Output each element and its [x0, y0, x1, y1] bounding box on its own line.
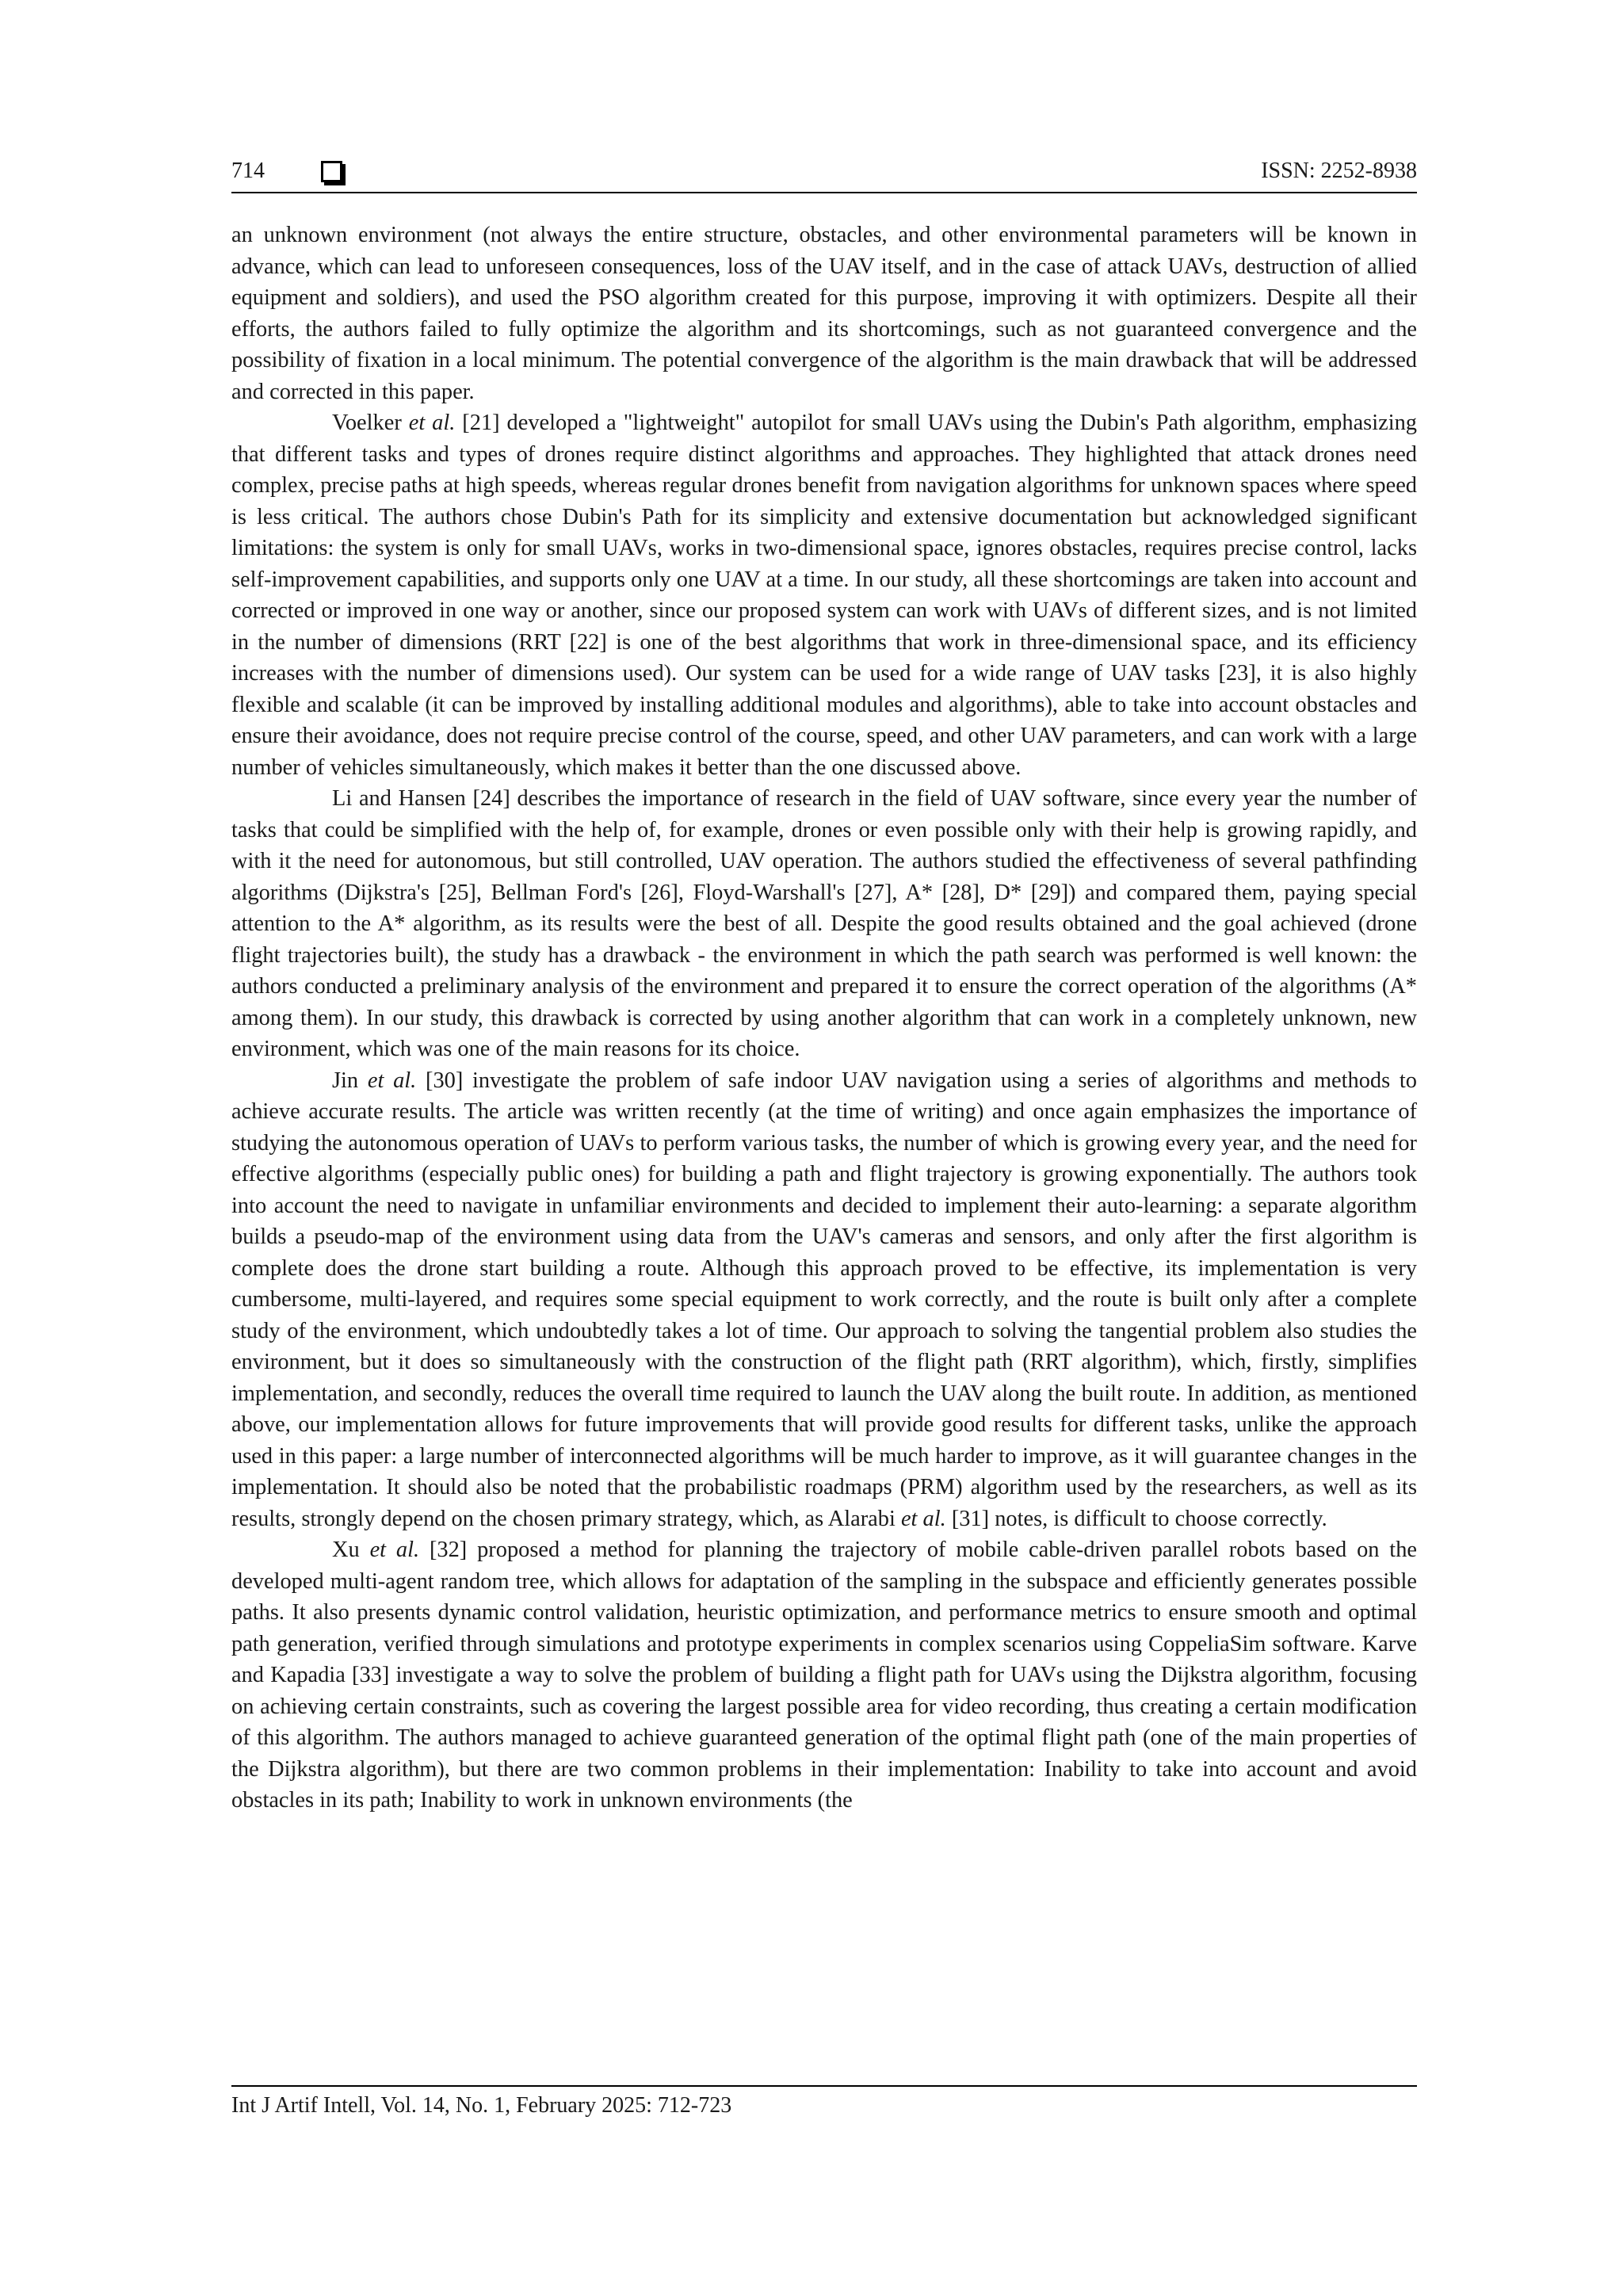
italic-text: et al.	[408, 411, 456, 435]
page-header	[231, 155, 1417, 193]
text-run: [21] developed a "lightweight" autopilot for small UAVs using the Dubin's Path algorithm, emphasizing that different tasks and types of drones require distinct algorithms and approaches. They highlighted that attack drones need complex, precise paths at high speeds, whereas regular drones benefit from navigation algorithms for unknown spaces where speed is less critical. The authors chose Dubin's Path for its simplicity and extensive documentation but acknowledged significant limitations: the system is only for small UAVs, works in two-dimensional space, ignores obstacles, requires precise control, lacks self-improvement capabilities, and supports only one UAV at a time. In our study, all these shortcomings are taken into account and corrected or improved in one way or another, since our proposed system can work with UAVs of different sizes, and is not limited in the number of dimensions (RRT [22] is one of the best algorithms that work in three-dimensional space, and its efficiency increases with the number of dimensions used). Our system can be used for a wide range of UAV tasks [23], it is also highly flexible and scalable (it can be improved by installing additional modules and algorithms), able to take into account obstacles and ensure their avoidance, does not require precise control of the course, speed, and other UAV parameters, and can work with a large number of vehicles simultaneously, which makes it better than the one discussed above.	[231, 411, 1417, 780]
text-run: [31] notes, is difficult to choose correctly.	[945, 1506, 1327, 1531]
paragraph	[231, 407, 1417, 783]
text-run: [30] investigate the problem of safe indoor UAV navigation using a series of algorithms and methods to achieve accurate results. The article was written recently (at the time of writing) and once again emphasizes the importance of studying the autonomous operation of UAVs to perform various tasks, the number of which is growing every year, and the need for effective algorithms (especially public ones) for building a path and flight trajectory is growing exponentially. The authors took into account the need to navigate in unfamiliar environments and decided to implement their auto-learning: a separate algorithm builds a pseudo-map of the environment using data from the UAV's cameras and sensors, and only after the first algorithm is complete does the drone start building a route. Although this approach proved to be effective, its implementation is very cumbersome, multi-layered, and requires some special equipment to work correctly, and the route is built only after a complete study of the environment, which undoubtedly takes a lot of time. Our approach to solving the tangential problem also studies the environment, but it does so simultaneously with the construction of the flight path (RRT algorithm), which, firstly, simplifies implementation, and secondly, reduces the overall time required to launch the UAV along the built route. In addition, as mentioned above, our implementation allows for future improvements that will provide good results for different tasks, unlike the approach used in this paper: a large number of interconnected algorithms will be much harder to improve, as it will guarantee changes in the implementation. It should also be noted that the probabilistic roadmaps (PRM) algorithm used by the researchers, as well as its results, strongly depend on the chosen primary strategy, which, as Alarabi	[231, 1068, 1417, 1531]
square-bullet-icon	[321, 161, 342, 182]
text-run: Jin	[332, 1068, 368, 1093]
text-run: Voelker	[332, 411, 409, 435]
text-run: [32] proposed a method for planning the trajectory of mobile cable-driven parallel robots based on the developed multi-agent random tree, which allows for adaptation of the sampling in the subspace and efficiently generates possible paths. It also presents dynamic control validation, heuristic optimization, and performance metrics to ensure smooth and optimal path generation, verified through simulations and prototype experiments in complex scenarios using CoppeliaSim software. Karve and Kapadia [33] investigate a way to solve the problem of building a flight path for UAVs using the Dijkstra algorithm, focusing on achieving certain constraints, such as covering the largest possible area for video recording, thus creating a certain modification of this algorithm. The authors managed to achieve guaranteed generation of the optimal flight path (one of the main properties of the Dijkstra algorithm), but there are two common problems in their implementation: Inability to take into account and avoid obstacles in its path; Inability to work in unknown environments (the	[231, 1538, 1417, 1813]
text-run: an unknown environment (not always the entire structure, obstacles, and other environmental parameters will be known in advance, which can lead to unforeseen consequences, loss of the UAV itself, and in the case of attack UAVs, destruction of allied equipment and soldiers), and used the PSO algorithm created for this purpose, improving it with optimizers. Despite all their efforts, the authors failed to fully optimize the algorithm and its shortcomings, such as not guaranteed convergence and the possibility of fixation in a local minimum. The potential convergence of the algorithm is the main drawback that will be addressed and corrected in this paper.	[231, 223, 1417, 404]
journal-citation: Int J Artif Intell, Vol. 14, No. 1, February 2025: 712-723	[231, 2093, 732, 2118]
italic-text: et al.	[369, 1538, 420, 1562]
issn-label: ISSN: 2252-8938	[1261, 159, 1417, 183]
page-number: 714	[231, 159, 265, 183]
text-run: Xu	[332, 1538, 370, 1562]
paragraph	[231, 783, 1417, 1065]
text-run: Li and Hansen [24] describes the importance of research in the field of UAV software, since every year the number of tasks that could be simplified with the help of, for example, drones or even possible only with their help is growing rapidly, and with it the need for autonomous, but still controlled, UAV operation. The authors studied the effectiveness of several pathfinding algorithms (Dijkstra's [25], Bellman Ford's [26], Floyd-Warshall's [27], A* [28], D* [29]) and compared them, paying special attention to the A* algorithm, as its results were the best of all. Despite the good results obtained and the goal achieved (drone flight trajectories built), the study has a drawback - the environment in which the path search was performed is well known: the authors conducted a preliminary analysis of the environment and prepared it to ensure the correct operation of the algorithms (A* among them). In our study, this drawback is corrected by using another algorithm that can work in a completely unknown, new environment, which was one of the main reasons for its choice.	[231, 786, 1417, 1061]
paragraph	[231, 1534, 1417, 1817]
page-footer	[231, 2085, 1417, 2122]
italic-text: et al.	[900, 1506, 946, 1531]
paragraph	[231, 220, 1417, 407]
article-body	[231, 220, 1417, 1817]
paragraph	[231, 1065, 1417, 1535]
italic-text: et al.	[367, 1068, 417, 1093]
